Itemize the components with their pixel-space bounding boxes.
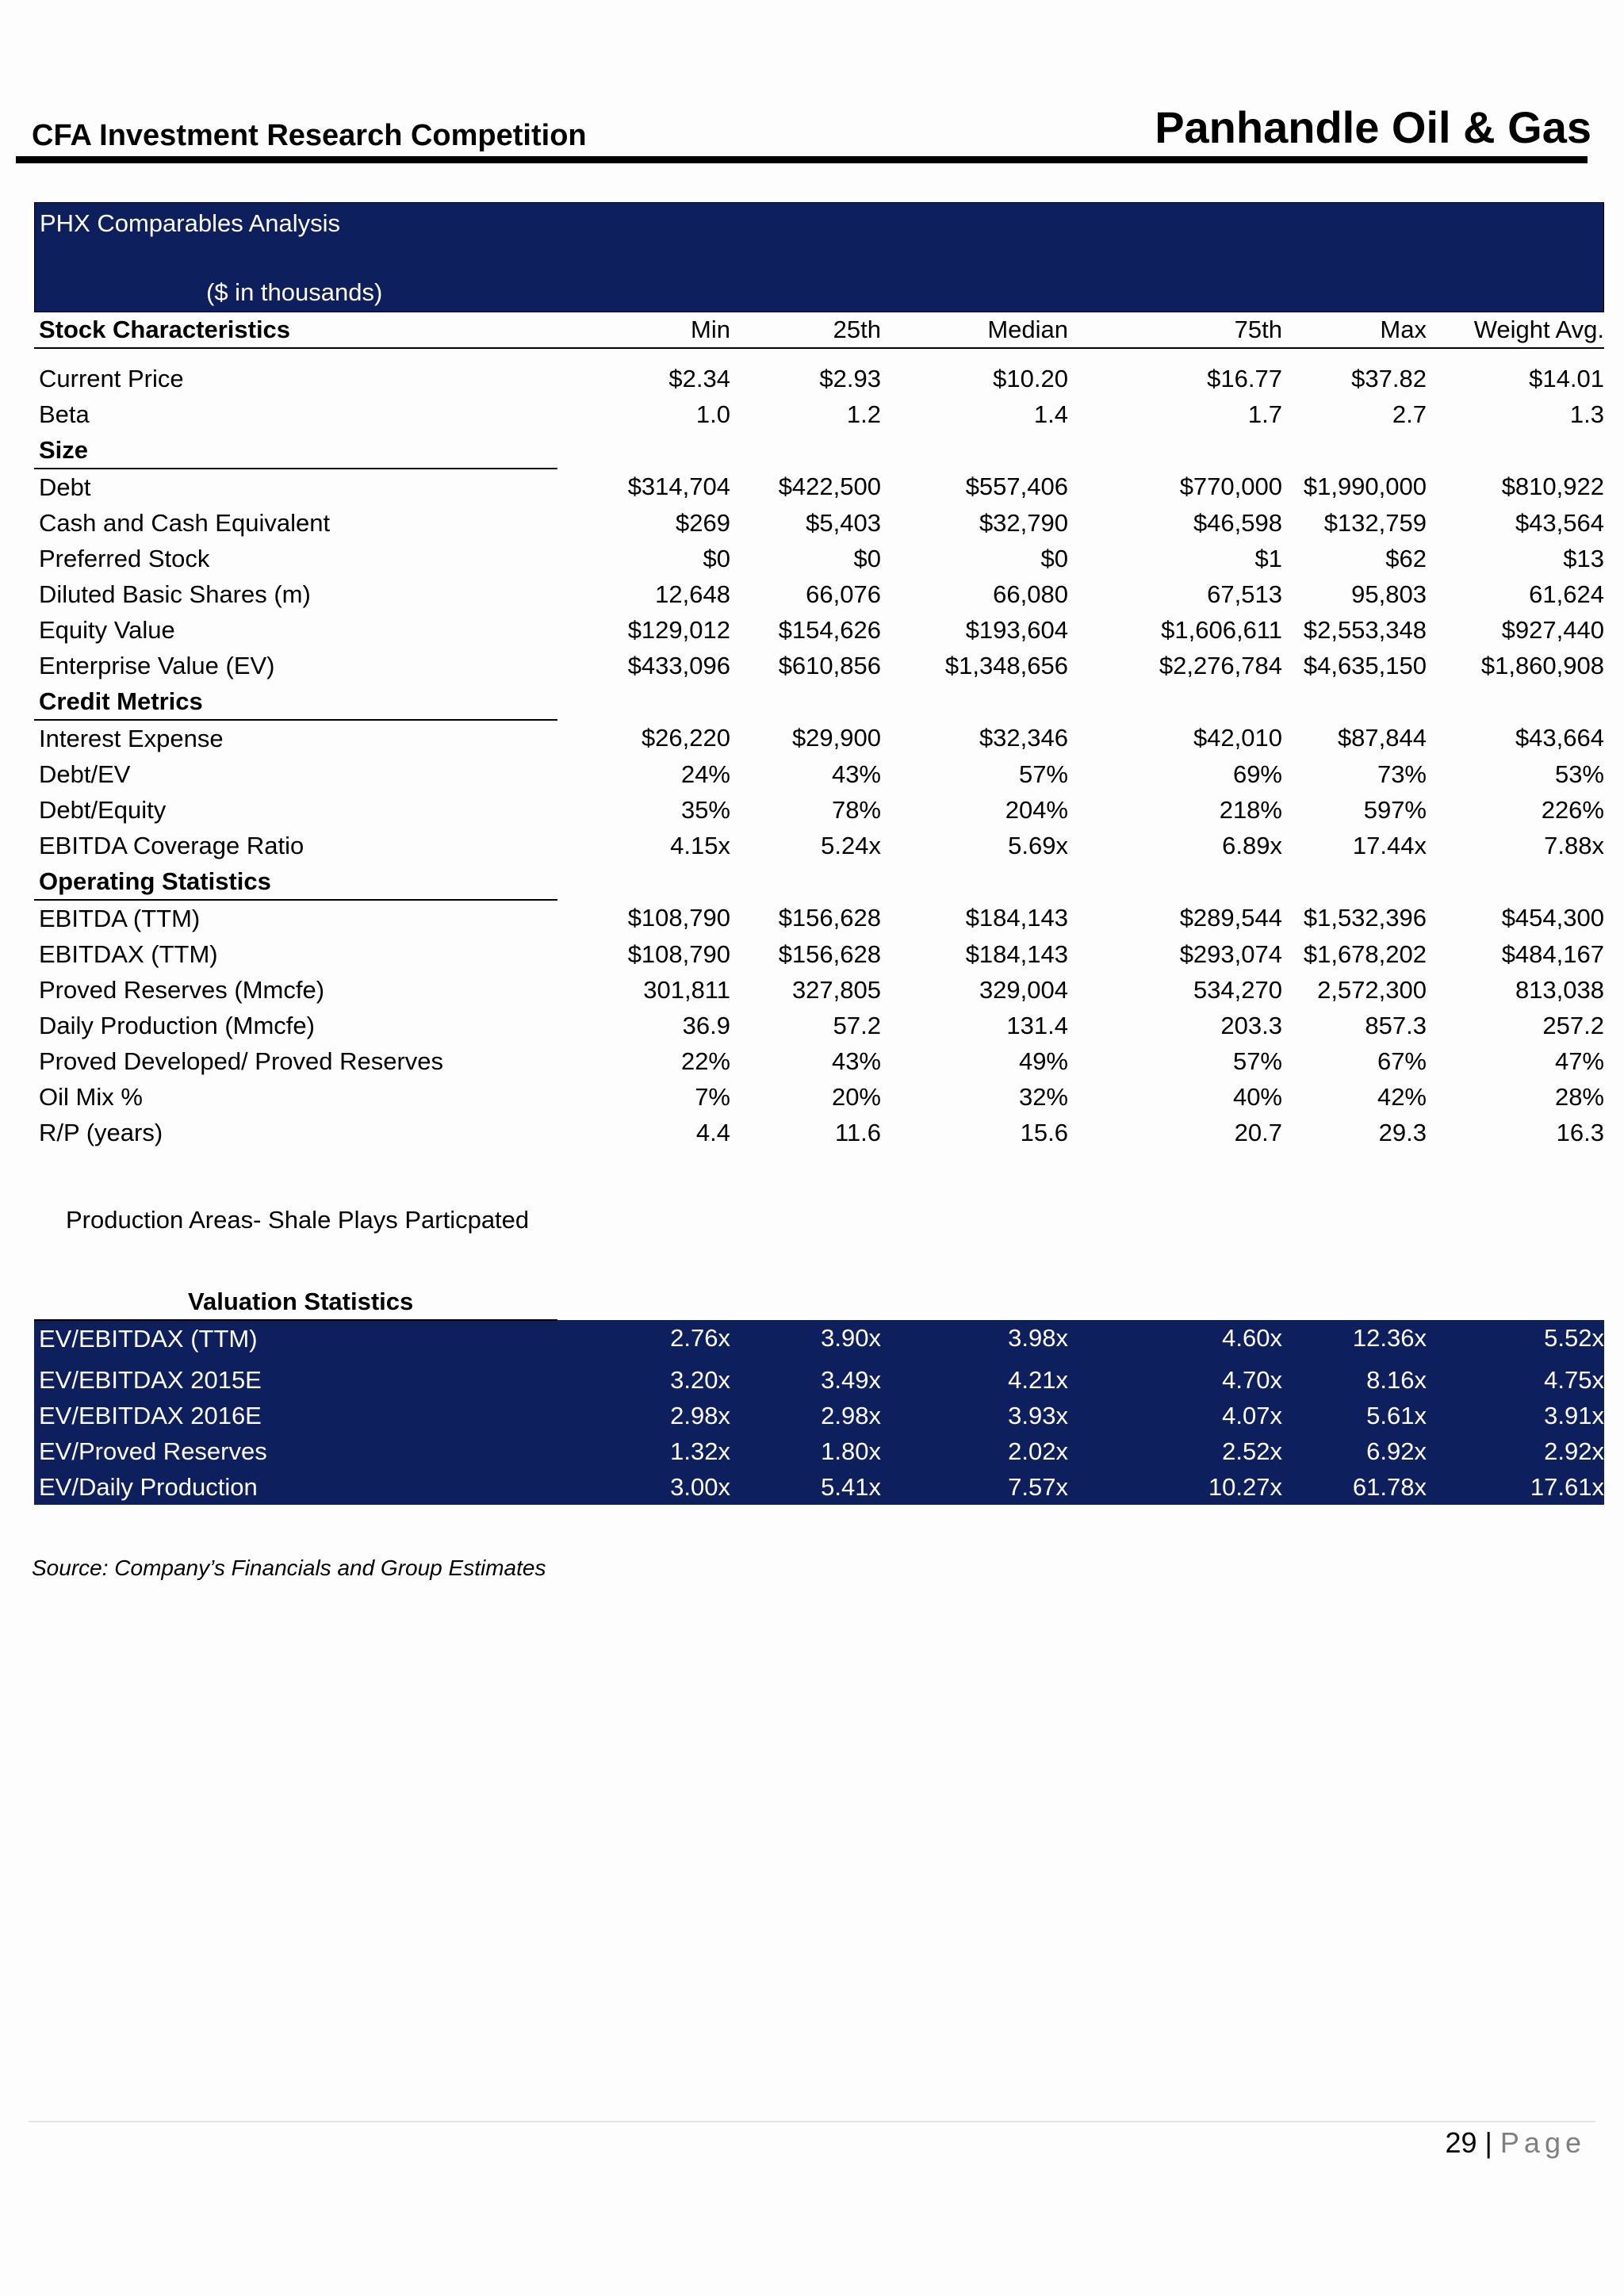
column-header-row: [34, 312, 1604, 348]
empty-cell: [1427, 1150, 1604, 1203]
section-header-row: [34, 432, 1604, 469]
empty-cell: [34, 1357, 557, 1362]
row-value: 4.15x: [670, 831, 730, 859]
row-value: 4.60x: [1222, 1324, 1282, 1352]
valuation-row: [34, 1433, 1604, 1469]
row-value: 1.0: [695, 400, 730, 428]
row-label: EV/Proved Reserves: [39, 1437, 267, 1465]
empty-cell: [730, 1284, 881, 1320]
row-value: 61.78x: [1352, 1472, 1427, 1501]
table-row: [34, 1008, 1604, 1043]
row-value: 3.91x: [1544, 1401, 1604, 1429]
empty-cell: [1068, 1203, 1282, 1238]
row-label: EV/EBITDAX 2016E: [39, 1401, 262, 1429]
empty-cell: [557, 1238, 730, 1284]
empty-cell: [1068, 348, 1282, 361]
row-value: 29.3: [1378, 1118, 1427, 1146]
section-header-row: [34, 1284, 1604, 1320]
empty-cell: [881, 1203, 1068, 1238]
row-value: 2.76x: [670, 1324, 730, 1352]
row-value: $0: [853, 544, 881, 572]
row-value: $289,544: [1179, 904, 1282, 932]
row-value: 2.92x: [1544, 1437, 1604, 1465]
empty-cell: [1282, 348, 1427, 361]
empty-cell: [557, 432, 730, 469]
row-value: 7.57x: [1008, 1472, 1068, 1501]
table-banner: [34, 202, 1604, 312]
row-value: 5.41x: [821, 1472, 881, 1501]
row-value: $2,553,348: [1303, 615, 1427, 644]
row-value: $29,900: [791, 724, 881, 752]
column-header: Max: [1282, 312, 1427, 348]
row-value: 1.3: [1569, 400, 1604, 428]
row-value: 28%: [1554, 1082, 1604, 1111]
row-value: 4.4: [695, 1118, 730, 1146]
row-value: $16.77: [1207, 364, 1282, 392]
comparables-table: [34, 312, 1604, 1505]
empty-cell: [1282, 1150, 1427, 1203]
row-value: $2.93: [819, 364, 881, 392]
row-value: $433,096: [627, 651, 730, 679]
page-separator: |: [1484, 2126, 1492, 2159]
empty-cell: [1427, 1238, 1604, 1284]
row-value: 17.61x: [1530, 1472, 1604, 1501]
table-row: [34, 396, 1604, 432]
table-row: [34, 505, 1604, 541]
table-row: [34, 576, 1604, 612]
row-value: $0: [1040, 544, 1068, 572]
row-value: 2.98x: [821, 1401, 881, 1429]
row-label: EBITDAX (TTM): [39, 939, 218, 968]
row-value: $1: [1254, 544, 1282, 572]
row-value: $13: [1563, 544, 1604, 572]
table-row: [34, 1115, 1604, 1150]
column-header: 75th: [1068, 312, 1282, 348]
row-value: $46,598: [1193, 508, 1282, 537]
empty-cell: [34, 1238, 557, 1284]
row-value: 40%: [1232, 1082, 1282, 1111]
valuation-row: [34, 1398, 1604, 1433]
empty-cell: [881, 1357, 1068, 1362]
row-value: $156,628: [778, 904, 881, 932]
table-row: [34, 1043, 1604, 1079]
row-label: Current Price: [39, 364, 184, 392]
section-header-valuation: Valuation Statistics: [34, 1284, 557, 1320]
row-value: 42%: [1377, 1082, 1427, 1111]
empty-cell: [1282, 1357, 1427, 1362]
row-value: 20.7: [1234, 1118, 1282, 1146]
row-value: $5,403: [806, 508, 881, 537]
empty-cell: [1427, 1284, 1604, 1320]
column-header-label: Stock Characteristics: [34, 312, 557, 348]
production-areas-row: [34, 1203, 1604, 1238]
empty-cell: [1068, 1284, 1282, 1320]
row-value: 4.07x: [1222, 1401, 1282, 1429]
row-value: $1,348,656: [944, 651, 1068, 679]
production-areas-label: Production Areas- Shale Plays Particpated: [66, 1206, 530, 1234]
row-value: 73%: [1377, 760, 1427, 788]
row-value: 4.75x: [1544, 1365, 1604, 1394]
empty-cell: [1068, 1357, 1282, 1362]
table-row: [34, 828, 1604, 863]
row-value: 597%: [1363, 795, 1427, 824]
row-label: Proved Developed/ Proved Reserves: [39, 1047, 444, 1075]
row-value: 5.61x: [1366, 1401, 1427, 1429]
row-value: $1,860,908: [1480, 651, 1604, 679]
section-header-credit: Credit Metrics: [34, 683, 557, 720]
row-value: 95,803: [1351, 580, 1427, 608]
column-header: Weight Avg.: [1427, 312, 1604, 348]
row-label: Diluted Basic Shares (m): [39, 580, 311, 608]
row-value: $1,678,202: [1303, 939, 1427, 968]
table-row: [34, 612, 1604, 648]
row-value: $42,010: [1193, 724, 1282, 752]
row-value: 226%: [1541, 795, 1604, 824]
empty-cell: [557, 1203, 730, 1238]
row-value: 857.3: [1365, 1011, 1427, 1039]
row-value: 4.21x: [1008, 1365, 1068, 1394]
row-value: $810,922: [1501, 473, 1604, 500]
row-value: 2.98x: [670, 1401, 730, 1429]
row-value: $4,635,150: [1303, 651, 1427, 679]
table-row: [34, 648, 1604, 683]
page-word: Page: [1500, 2126, 1586, 2159]
row-label: Daily Production (Mmcfe): [39, 1011, 315, 1039]
spacer-row: [34, 348, 1604, 361]
row-value: 67,513: [1207, 580, 1282, 608]
empty-cell: [557, 1284, 730, 1320]
row-value: $2.34: [668, 364, 730, 392]
empty-cell: [1427, 432, 1604, 469]
row-value: 15.6: [1020, 1118, 1068, 1146]
row-value: 53%: [1554, 760, 1604, 788]
row-value: 67%: [1377, 1047, 1427, 1075]
row-value: 57%: [1232, 1047, 1282, 1075]
empty-cell: [730, 863, 881, 900]
row-value: $108,790: [627, 904, 730, 932]
spacer-row: [34, 1238, 1604, 1284]
row-value: $1,606,611: [1161, 615, 1282, 644]
row-value: 78%: [831, 795, 881, 824]
row-value: 131.4: [1006, 1011, 1068, 1039]
empty-cell: [1068, 1238, 1282, 1284]
row-value: 327,805: [791, 975, 881, 1004]
row-label: Debt/Equity: [39, 795, 167, 824]
row-value: $1,990,000: [1303, 473, 1427, 500]
row-value: 1.7: [1247, 400, 1282, 428]
row-value: 57.2: [833, 1011, 881, 1039]
row-label: EV/EBITDAX 2015E: [39, 1365, 262, 1394]
row-value: $132,759: [1323, 508, 1427, 537]
section-header-size: Size: [34, 432, 557, 469]
row-label: Debt/EV: [39, 760, 131, 788]
empty-cell: [557, 1150, 730, 1203]
empty-cell: [881, 1284, 1068, 1320]
empty-cell: [1068, 1150, 1282, 1203]
table-row: [34, 1079, 1604, 1115]
empty-cell: [1427, 863, 1604, 900]
valuation-row: [34, 1469, 1604, 1505]
row-value: 5.52x: [1544, 1324, 1604, 1352]
empty-cell: [557, 1357, 730, 1362]
row-value: $193,604: [965, 615, 1068, 644]
empty-cell: [730, 1150, 881, 1203]
row-value: 43%: [831, 1047, 881, 1075]
empty-cell: [1068, 432, 1282, 469]
table-row: [34, 361, 1604, 396]
row-label: Preferred Stock: [39, 544, 210, 572]
row-value: 204%: [1005, 795, 1068, 824]
empty-cell: [881, 348, 1068, 361]
row-value: 24%: [680, 760, 730, 788]
row-value: 329,004: [979, 975, 1068, 1004]
row-value: 47%: [1554, 1047, 1604, 1075]
row-value: 35%: [680, 795, 730, 824]
section-header-row: [34, 683, 1604, 720]
row-value: $293,074: [1179, 939, 1282, 968]
header-rule: [16, 156, 1588, 163]
row-value: 16.3: [1556, 1118, 1604, 1146]
row-value: $32,346: [979, 724, 1068, 752]
empty-cell: [1282, 432, 1427, 469]
empty-cell: [557, 863, 730, 900]
valuation-gap-row: [34, 1357, 1604, 1362]
row-value: 3.20x: [670, 1365, 730, 1394]
row-value: 2,572,300: [1317, 975, 1427, 1004]
row-value: 2.52x: [1222, 1437, 1282, 1465]
empty-cell: [557, 348, 730, 361]
empty-cell: [557, 683, 730, 720]
row-label: EV/EBITDAX (TTM): [39, 1324, 258, 1353]
row-value: 2.7: [1392, 400, 1427, 428]
row-value: $37.82: [1351, 364, 1427, 392]
empty-cell: [34, 348, 557, 361]
row-value: 61,624: [1529, 580, 1604, 608]
row-value: 3.98x: [1008, 1324, 1068, 1352]
row-value: 3.49x: [821, 1365, 881, 1394]
row-value: 10.27x: [1208, 1472, 1282, 1501]
row-label: EV/Daily Production: [39, 1472, 258, 1501]
column-header: Min: [557, 312, 730, 348]
row-value: 203.3: [1220, 1011, 1282, 1039]
row-value: 3.90x: [821, 1324, 881, 1352]
row-value: 4.70x: [1222, 1365, 1282, 1394]
empty-cell: [1282, 1284, 1427, 1320]
table-row: [34, 541, 1604, 576]
header-right-title: Panhandle Oil & Gas: [1155, 102, 1591, 152]
row-value: $557,406: [965, 473, 1068, 500]
row-value: 22%: [680, 1047, 730, 1075]
empty-cell: [1282, 1203, 1427, 1238]
row-value: $156,628: [778, 939, 881, 968]
empty-cell: [1427, 683, 1604, 720]
row-value: 57%: [1018, 760, 1068, 788]
row-label: EBITDA (TTM): [39, 904, 201, 932]
row-value: $14.01: [1529, 364, 1604, 392]
empty-cell: [881, 863, 1068, 900]
empty-cell: [1282, 1238, 1427, 1284]
row-value: $927,440: [1501, 615, 1604, 644]
row-label: Enterprise Value (EV): [39, 651, 275, 679]
table-row: [34, 720, 1604, 756]
empty-cell: [1427, 348, 1604, 361]
row-value: 1.32x: [670, 1437, 730, 1465]
row-value: $2,276,784: [1159, 651, 1282, 679]
empty-cell: [1068, 683, 1282, 720]
row-label: Proved Reserves (Mmcfe): [39, 975, 325, 1004]
row-value: 5.24x: [821, 831, 881, 859]
table-row: [34, 469, 1604, 505]
row-value: 257.2: [1542, 1011, 1604, 1039]
empty-cell: [881, 432, 1068, 469]
row-value: 2.02x: [1008, 1437, 1068, 1465]
row-value: 69%: [1232, 760, 1282, 788]
row-value: 7.88x: [1544, 831, 1604, 859]
row-value: 36.9: [682, 1011, 730, 1039]
row-value: $484,167: [1501, 939, 1604, 968]
row-value: 534,270: [1193, 975, 1282, 1004]
row-value: 1.80x: [821, 1437, 881, 1465]
empty-cell: [881, 1238, 1068, 1284]
page-number-value: 29: [1445, 2126, 1477, 2159]
row-label: EBITDA Coverage Ratio: [39, 831, 304, 859]
table-subtitle: ($ in thousands): [206, 278, 383, 306]
row-label: R/P (years): [39, 1118, 163, 1146]
table-row: [34, 756, 1604, 792]
empty-cell: [1282, 683, 1427, 720]
empty-cell: [1427, 1203, 1604, 1238]
row-value: $26,220: [641, 724, 730, 752]
empty-cell: [1282, 863, 1427, 900]
row-value: 301,811: [643, 975, 730, 1004]
row-value: $314,704: [627, 473, 730, 500]
row-value: 3.00x: [670, 1472, 730, 1501]
source-note: Source: Company’s Financials and Group Estimates: [32, 1556, 546, 1580]
table-row: [34, 900, 1604, 936]
row-label: Interest Expense: [39, 724, 224, 752]
column-header: Median: [881, 312, 1068, 348]
section-header-operating: Operating Statistics: [34, 863, 557, 900]
empty-cell: [730, 348, 881, 361]
row-value: $154,626: [778, 615, 881, 644]
row-label: Cash and Cash Equivalent: [39, 508, 331, 537]
row-value: 11.6: [834, 1118, 881, 1146]
valuation-row: [34, 1362, 1604, 1398]
row-label: Oil Mix %: [39, 1082, 143, 1111]
row-value: $129,012: [627, 615, 730, 644]
empty-cell: [730, 1203, 881, 1238]
row-value: 6.92x: [1366, 1437, 1427, 1465]
row-value: 1.4: [1033, 400, 1068, 428]
empty-cell: [34, 1150, 557, 1203]
row-value: $184,143: [965, 904, 1068, 932]
table-row: [34, 936, 1604, 972]
row-value: 66,080: [993, 580, 1068, 608]
empty-cell: [730, 432, 881, 469]
row-value: $43,664: [1515, 724, 1604, 752]
row-value: 12.36x: [1352, 1324, 1427, 1352]
row-value: 1.2: [846, 400, 881, 428]
row-value: 813,038: [1515, 975, 1604, 1004]
empty-cell: [1427, 1357, 1604, 1362]
row-value: 8.16x: [1366, 1365, 1427, 1394]
column-header: 25th: [730, 312, 881, 348]
header-left-title: CFA Investment Research Competition: [32, 119, 587, 152]
row-value: $610,856: [778, 651, 881, 679]
row-value: 66,076: [806, 580, 881, 608]
row-value: $770,000: [1179, 473, 1282, 500]
row-value: $43,564: [1515, 508, 1604, 537]
row-value: $87,844: [1337, 724, 1427, 752]
row-value: $10.20: [993, 364, 1068, 392]
row-value: $184,143: [965, 939, 1068, 968]
row-value: 12,648: [655, 580, 730, 608]
empty-cell: [1068, 863, 1282, 900]
spacer-row: [34, 1150, 1604, 1203]
empty-cell: [730, 1238, 881, 1284]
row-value: 17.44x: [1352, 831, 1427, 859]
table-row: [34, 792, 1604, 828]
empty-cell: [881, 1150, 1068, 1203]
comparables-table-container: [34, 202, 1604, 1505]
empty-cell: [730, 1357, 881, 1362]
empty-cell: [730, 683, 881, 720]
row-label: Debt: [39, 473, 91, 501]
row-value: 49%: [1018, 1047, 1068, 1075]
table-row: [34, 972, 1604, 1008]
row-value: 6.89x: [1222, 831, 1282, 859]
row-value: $62: [1385, 544, 1427, 572]
row-value: $422,500: [778, 473, 881, 500]
row-value: 43%: [831, 760, 881, 788]
row-value: $1,532,396: [1303, 904, 1427, 932]
row-value: $454,300: [1501, 904, 1604, 932]
row-value: $269: [676, 508, 730, 537]
row-value: 20%: [831, 1082, 881, 1111]
row-value: 5.69x: [1008, 831, 1068, 859]
row-value: 218%: [1219, 795, 1282, 824]
row-value: 3.93x: [1008, 1401, 1068, 1429]
row-label: Beta: [39, 400, 90, 428]
footer-rule: [29, 2121, 1595, 2122]
section-header-row: [34, 863, 1604, 900]
page-number: [1445, 2126, 1586, 2160]
valuation-row: [34, 1320, 1604, 1357]
row-value: $32,790: [979, 508, 1068, 537]
row-value: 7%: [695, 1082, 730, 1111]
empty-cell: [881, 683, 1068, 720]
row-value: $108,790: [627, 939, 730, 968]
row-value: $0: [703, 544, 730, 572]
table-title: PHX Comparables Analysis: [40, 209, 341, 237]
row-label: Equity Value: [39, 615, 175, 644]
row-value: 32%: [1018, 1082, 1068, 1111]
